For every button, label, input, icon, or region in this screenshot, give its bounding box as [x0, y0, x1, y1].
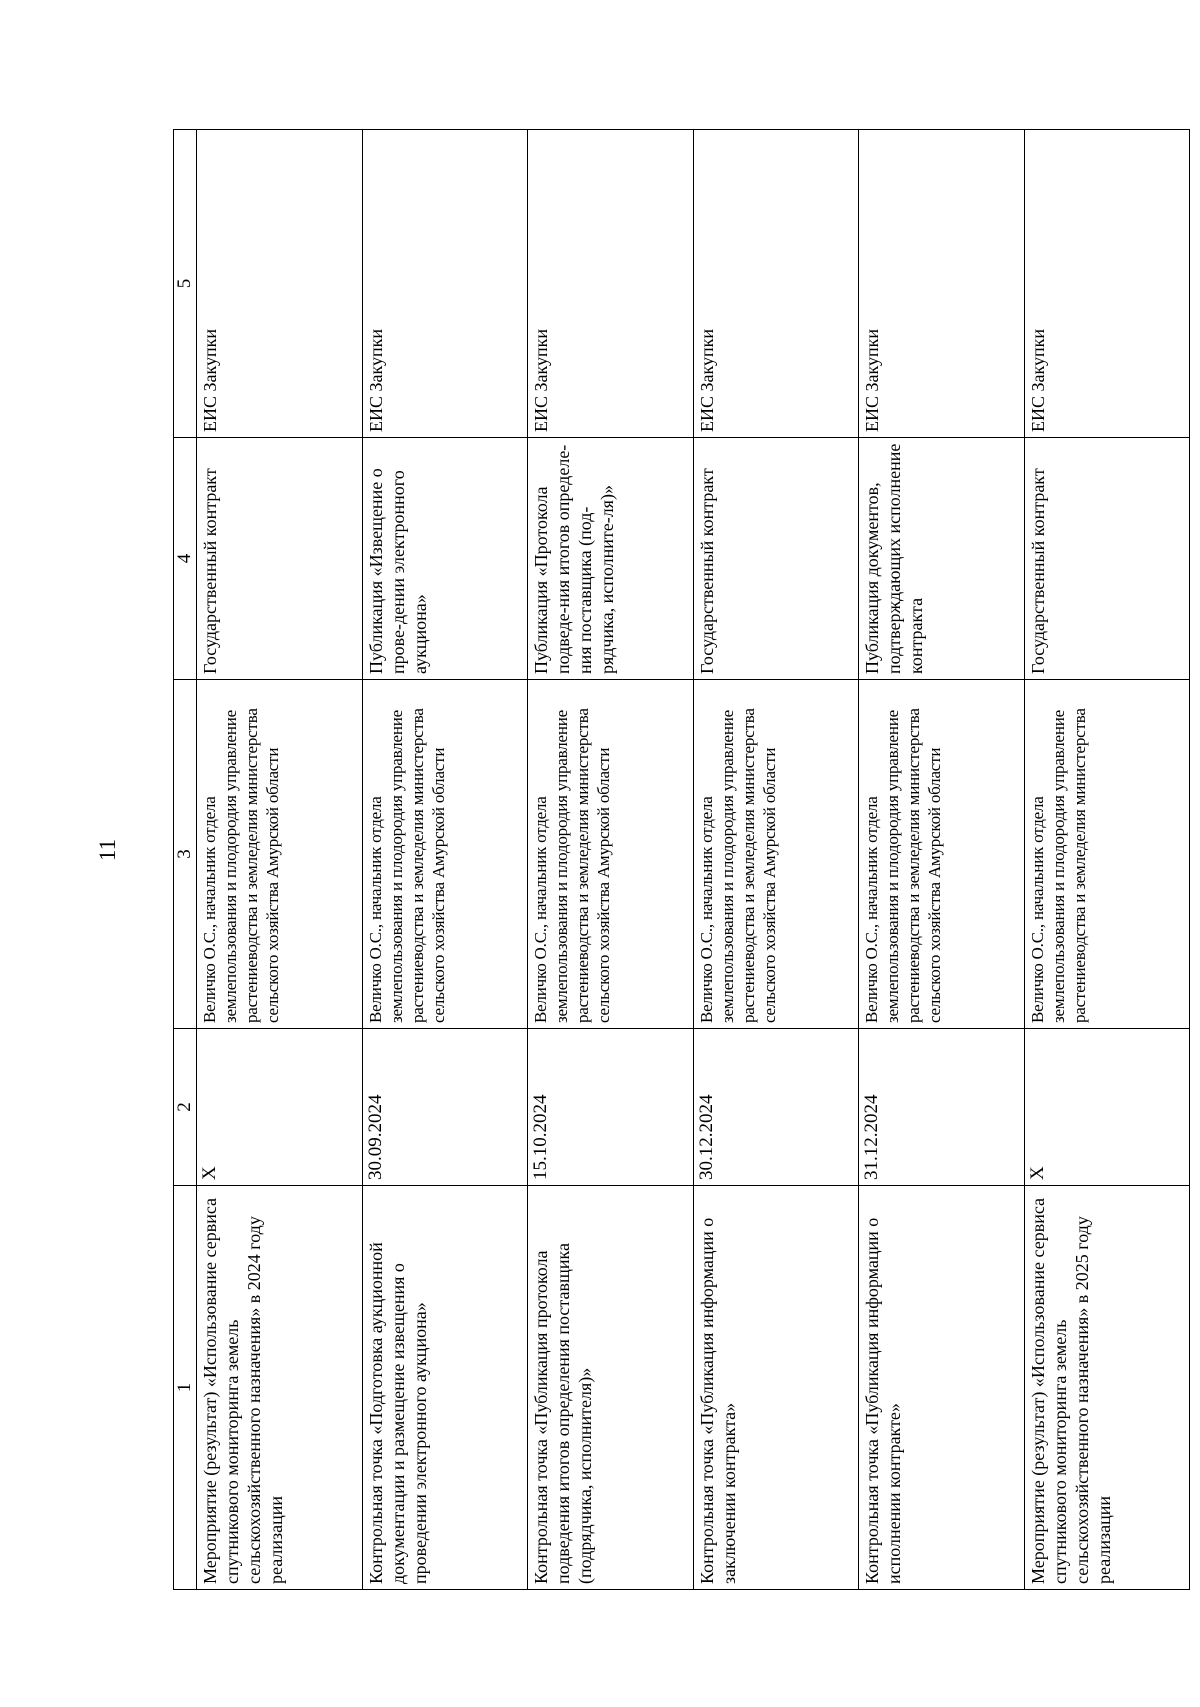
- table-row: [528, 130, 694, 1590]
- table-row: [197, 130, 363, 1590]
- column-header-2: 2: [174, 1029, 197, 1186]
- cell-responsible: Величко О.С., начальник отдела землепользования и плодородия управление растениеводства и земледелия министерства: [1024, 680, 1190, 1029]
- cell-result-document: Государственный контракт: [197, 438, 363, 680]
- cell-info-system: ЕИС Закупки: [859, 130, 1025, 438]
- cell-deadline: 15.10.2024: [528, 1029, 694, 1186]
- cell-activity: Мероприятие (результат) «Использование сервиса спутникового мониторинга земель сельскохозяйственного назначения» в 2025 году реализации: [1024, 1186, 1190, 1590]
- table-row: [362, 130, 528, 1590]
- table-row: [1024, 130, 1190, 1590]
- cell-info-system: ЕИС Закупки: [1024, 130, 1190, 438]
- cell-deadline: 31.12.2024: [859, 1029, 1025, 1186]
- cell-activity: Мероприятие (результат) «Использование сервиса спутникового мониторинга земель сельскохозяйственного назначения» в 2024 году реализации: [197, 1186, 363, 1590]
- cell-responsible: Величко О.С., начальник отдела землепользования и плодородия управление растениеводства и земледелия министерства сельского хозяйства Амурской области: [362, 680, 528, 1029]
- cell-result-document: Публикация «Протокола подведе-ния итогов определе-ния поставщика (под-рядчика, исполните-ля)»: [528, 438, 694, 680]
- table-row: [859, 130, 1025, 1590]
- cell-responsible: Величко О.С., начальник отдела землепользования и плодородия управление растениеводства и земледелия министерства сельского хозяйства Амурской области: [693, 680, 859, 1029]
- cell-activity: Контрольная точка «Подготовка аукционной документации и размещение извещения о проведении электронного аукциона»: [362, 1186, 528, 1590]
- plan-table-container: [173, 130, 1190, 1590]
- column-header-4: 4: [174, 438, 197, 680]
- cell-info-system: ЕИС Закупки: [528, 130, 694, 438]
- cell-responsible: Величко О.С., начальник отдела землепользования и плодородия управление растениеводства и земледелия министерства сельского хозяйства Амурской области: [859, 680, 1025, 1029]
- header-row: [174, 130, 197, 1590]
- cell-deadline: 30.12.2024: [693, 1029, 859, 1186]
- cell-responsible: Величко О.С., начальник отдела землепользования и плодородия управление растениеводства и земледелия министерства сельского хозяйства Амурской области: [197, 680, 363, 1029]
- cell-deadline: 30.09.2024: [362, 1029, 528, 1186]
- plan-table: [173, 129, 1190, 1590]
- column-header-1: 1: [174, 1186, 197, 1590]
- cell-activity: Контрольная точка «Публикация информации о заключении контракта»: [693, 1186, 859, 1590]
- cell-result-document: Государственный контракт: [693, 438, 859, 680]
- cell-deadline: X: [1024, 1029, 1190, 1186]
- cell-info-system: ЕИС Закупки: [362, 130, 528, 438]
- column-header-5: 5: [174, 130, 197, 438]
- cell-result-document: Публикация документов, подтверждающих исполнение контракта: [859, 438, 1025, 680]
- cell-deadline: X: [197, 1029, 363, 1186]
- cell-info-system: ЕИС Закупки: [693, 130, 859, 438]
- table-row: [693, 130, 859, 1590]
- column-header-3: 3: [174, 680, 197, 1029]
- cell-activity: Контрольная точка «Публикация протокола подведения итогов определения поставщика (подрядчика, исполнителя)»: [528, 1186, 694, 1590]
- cell-result-document: Государственный контракт: [1024, 438, 1190, 680]
- cell-responsible: Величко О.С., начальник отдела землепользования и плодородия управление растениеводства и земледелия министерства сельского хозяйства Амурской области: [528, 680, 694, 1029]
- cell-info-system: ЕИС Закупки: [197, 130, 363, 438]
- cell-activity: Контрольная точка «Публикация информации о исполнении контракте»: [859, 1186, 1025, 1590]
- cell-result-document: Публикация «Извещение о прове-дении электронного аукциона»: [362, 438, 528, 680]
- page-number: 11: [95, 838, 120, 862]
